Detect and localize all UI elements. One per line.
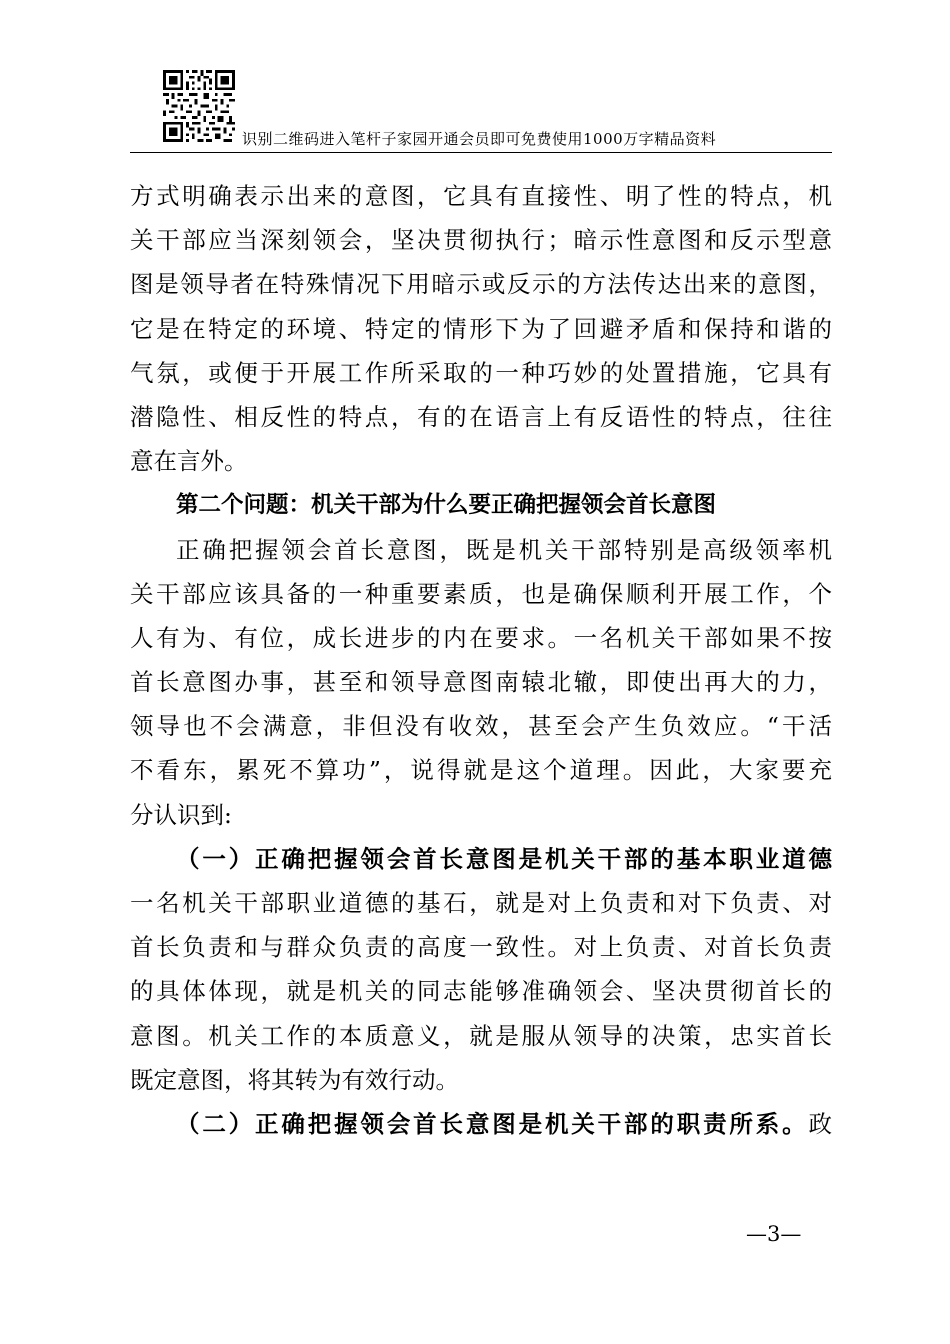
text-line: 正确把握领会首长意图，既是机关干部特别是高级领率机 [176, 535, 832, 564]
text-line-mixed [130, 1102, 832, 1146]
page-header [130, 66, 832, 153]
text-line: 首长意图办事，甚至和领导意图南辕北辙，即使出再大的力， [130, 668, 832, 697]
page-number: —3— [746, 1222, 802, 1246]
text-line: 气氛，或便于开展工作所采取的一种巧妙的处置措施，它具有 [130, 358, 832, 387]
text-line: 方式明确表示出来的意图，它具有直接性、明了性的特点，机 [130, 182, 832, 210]
section-heading: 第二个问题：机关干部为什么要正确把握领会首长意图 [176, 492, 717, 519]
text-line: 既定意图，将其转为有效行动。 [130, 1065, 459, 1094]
text-line: 图是领导者在特殊情况下用暗示或反示的方法传达出来的意图， [130, 270, 832, 299]
text-line: 潜隐性、相反性的特点，有的在语言上有反语性的特点，往往 [130, 402, 832, 431]
text-line: 关干部应当深刻领会，坚决贯彻执行；暗示性意图和反示型意 [130, 226, 832, 255]
text-line: 一名机关干部职业道德的基石，就是对上负责和对下负责、对 [130, 889, 832, 917]
text-line: 意图。机关工作的本质意义，就是服从领导的决策，忠实首长 [130, 1021, 832, 1050]
text-line: 意在言外。 [130, 447, 248, 476]
text-line: 不看东，累死不算功”，说得就是这个道理。因此，大家要充 [130, 756, 832, 785]
text-line: 首长负责和与群众负责的高度一致性。对上负责、对首长负责 [130, 933, 832, 962]
text-line: 关干部应该具备的一种重要素质，也是确保顺利开展工作，个 [130, 579, 832, 608]
text-line: 人有为、有位，成长进步的内在要求。一名机关干部如果不按 [130, 623, 832, 652]
qr-code-icon [163, 70, 235, 142]
text-line: 的具体体现，就是机关的同志能够准确领会、坚决贯彻首长的 [130, 977, 832, 1006]
subsection-heading: （二）正确把握领会首长意图是机关干部的职责所系。 [176, 1109, 809, 1138]
text-line: 领导也不会满意，非但没有收效，甚至会产生负效应。“干活 [130, 712, 832, 741]
document-body [130, 174, 832, 1146]
text-line: 它是在特定的环境、特定的情形下为了回避矛盾和保持和谐的 [130, 314, 832, 343]
text-run: 政 [808, 1109, 832, 1138]
text-line: 分认识到: [130, 800, 232, 829]
subsection-heading: （一）正确把握领会首长意图是机关干部的基本职业道德 [176, 844, 832, 873]
header-promo-text: 识别二维码进入笔杆子家园开通会员即可免费使用1000万字精品资料 [242, 130, 717, 148]
